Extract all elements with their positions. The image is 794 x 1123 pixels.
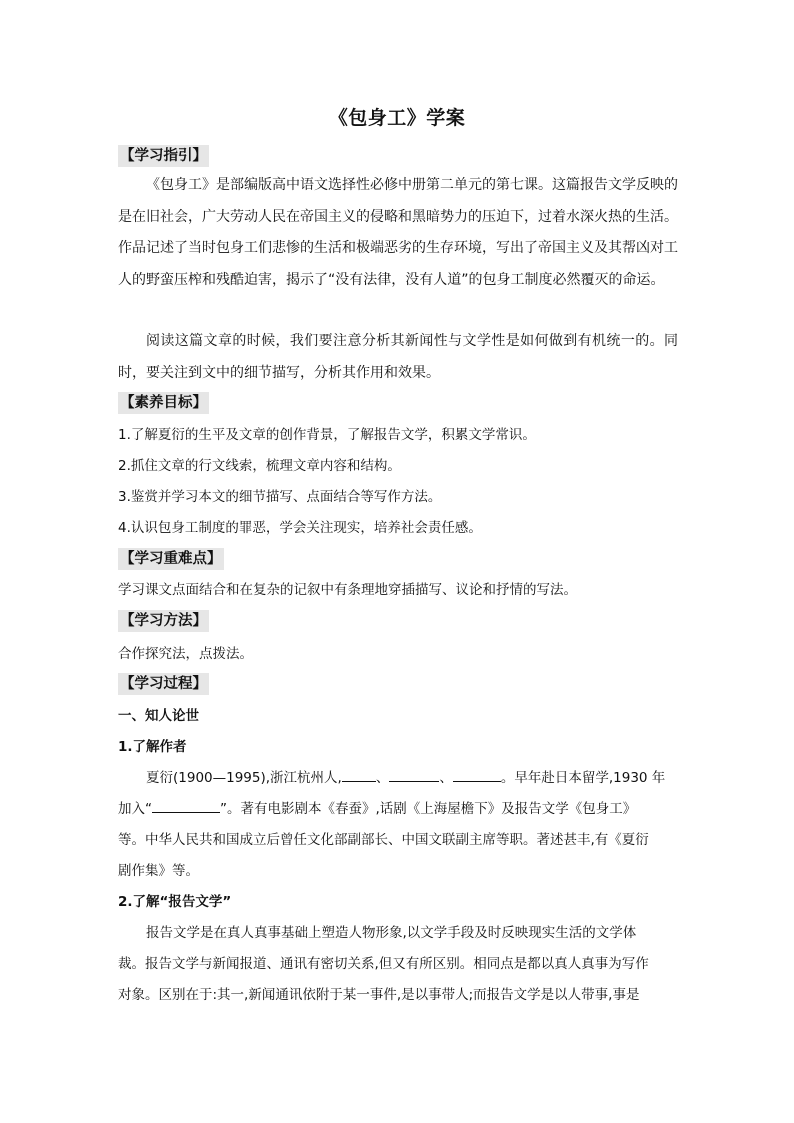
author-line-1-suffix: 。早年赴日本留学,1930 年 [500,770,666,786]
author-line-2 [118,799,678,819]
fill-blank-3[interactable] [453,769,501,782]
fill-blank-1[interactable] [342,769,376,782]
section-heading-goals: 【素养目标】 [118,392,209,414]
goal-item-1: 1.了解夏衍的生平及文章的创作背景，了解报告文学，积累文学常识。 [118,427,536,443]
methods-text: 合作探究法，点拨法。 [118,646,253,662]
section-heading-methods: 【学习方法】 [118,610,209,632]
blank-separator-1: 、 [375,770,390,786]
guide-paragraph-2: 阅读这篇文章的时候，我们要注意分析其新闻性与文学性是如何做到有机统一的。同时，要关注到文中的细节描写，分析其作用和效果。 [118,333,678,381]
author-line-3: 等。中华人民共和国成立后曾任文化部副部长、中国文联副主席等职。著述甚丰,有《夏衍 [118,832,649,848]
fill-blank-2[interactable] [389,769,439,782]
reportage-line-3: 对象。区别在于:其一,新闻通讯依附于某一事件,是以事带人;而报告文学是以人带事,事是 [118,987,640,1003]
section-heading-key-points: 【学习重难点】 [118,548,224,570]
author-line-1-prefix: 夏衍(1900—1995),浙江杭州人, [146,770,342,786]
guide-paragraph-1: 《包身工》是部编版高中语文选择性必修中册第二单元的第七课。这篇报告文学反映的是在旧社会，广大劳动人民在帝国主义的侵略和黑暗势力的压迫下，过着水深火热的生活。作品记述了当时包身工们悲惨的生活和极端恶劣的生存环境，写出了帝国主义及其帮凶对工人的野蛮压榨和残酷迫害，揭示了“没有法律，没有人道”的包身工制度必然覆灭的命运。 [118,177,678,288]
reportage-line-1: 报告文学是在真人真事基础上塑造人物形象,以文学手段及时反映现实生活的文学体 [146,925,637,941]
author-line-4: 剧作集》等。 [118,863,199,879]
fill-blank-4[interactable] [152,800,220,813]
process-part-1: 一、知人论世 [118,708,199,724]
author-line-2-suffix: ”。著有电影剧本《春蚕》,话剧《上海屋檐下》及报告文学《包身工》 [220,801,637,817]
section-heading-process: 【学习过程】 [118,673,209,695]
section-heading-guide: 【学习指引】 [118,145,209,167]
reportage-heading: 2.了解“报告文学” [118,894,232,910]
author-line-1 [118,768,678,788]
key-points-text: 学习课文点面结合和在复杂的记叙中有条理地穿插描写、议论和抒情的写法。 [118,582,577,598]
goal-item-4: 4.认识包身工制度的罪恶，学会关注现实，培养社会责任感。 [118,520,482,536]
blank-separator-2: 、 [439,770,453,786]
author-heading: 1.了解作者 [118,739,187,755]
goal-item-2: 2.抓住文章的行文线索，梳理文章内容和结构。 [118,458,401,474]
reportage-line-2: 裁。报告文学与新闻报道、通讯有密切关系,但又有所区别。相同点是都以真人真事为写作 [118,956,649,972]
document-title: 《包身工》学案 [328,107,466,129]
goal-item-3: 3.鉴赏并学习本文的细节描写、点面结合等写作方法。 [118,489,442,505]
author-line-2-prefix: 加入“ [118,801,152,817]
